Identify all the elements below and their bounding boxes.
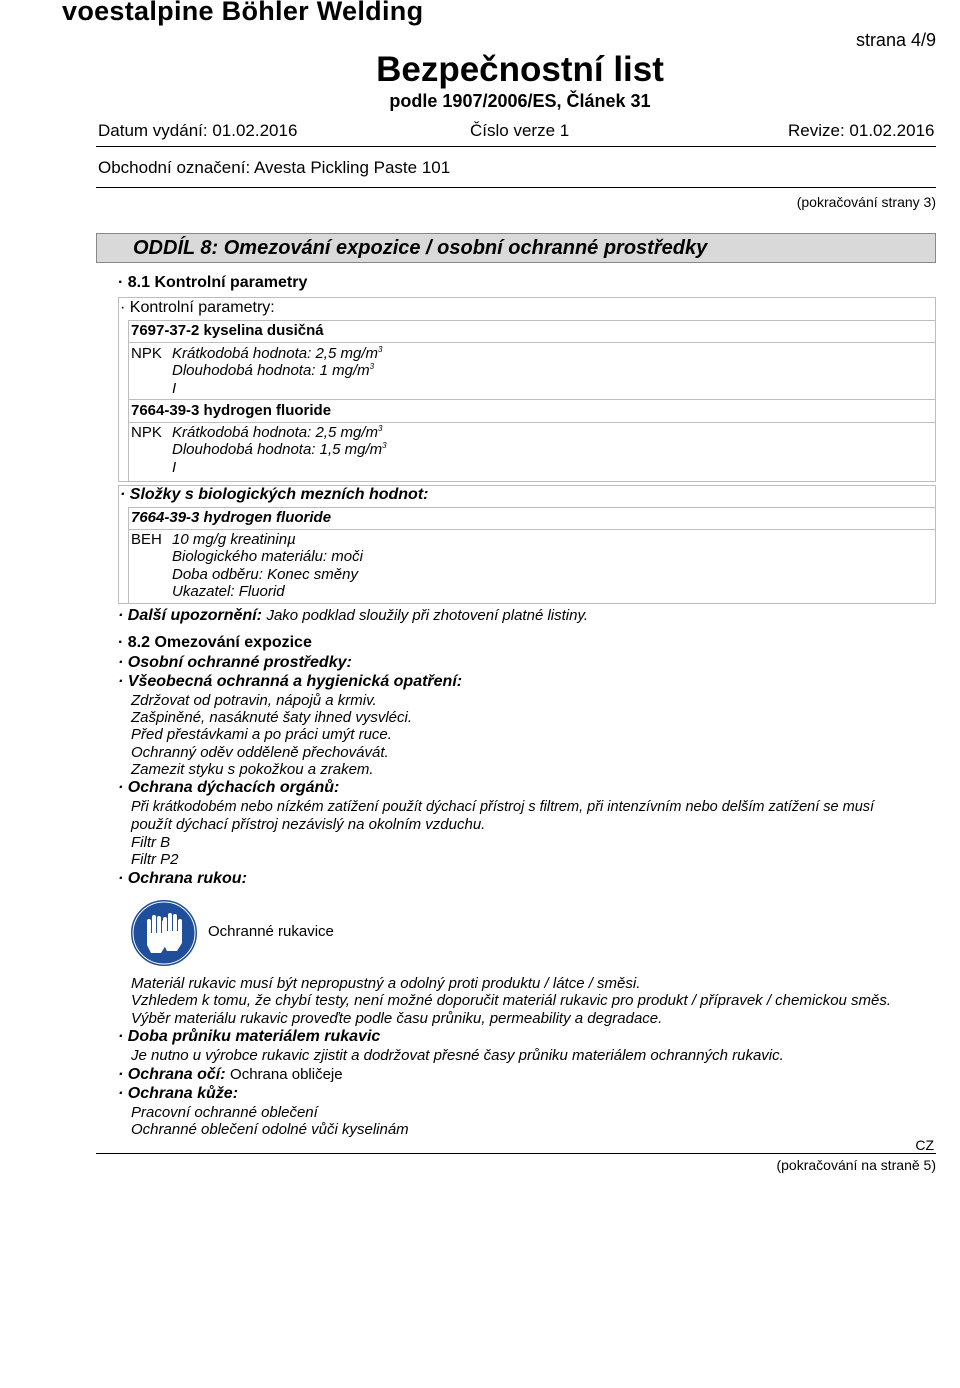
bio-code: BEH <box>131 531 162 548</box>
penetration-text: Je nutno u výrobce rukavic zjistit a dodržovat přesné časy průniku materiálem ochranných rukavic. <box>131 1047 784 1064</box>
bio-limits-heading: · Složky s biologických mezních hodnot: <box>120 486 429 503</box>
substance-2-name: 7664-39-3 hydrogen fluoride <box>131 402 332 419</box>
respiratory-text: Při krátkodobém nebo nízkém zatížení použít dýchací přístroj s filtrem, při intenzívním nebo delším zatížení se musí <box>131 799 875 815</box>
substance-1-long-term: Dlouhodobá hodnota: 1 $mg/m^3$ <box>172 362 375 379</box>
control-params-heading: · Kontrolní parametry: <box>120 299 275 316</box>
substance-2-short-term: Krátkodobá hodnota: 2,5 $mg/m^3$ <box>172 424 383 441</box>
protective-gloves-icon <box>128 897 200 969</box>
subsection-8-2-heading: · 8.2 Omezování expozice <box>118 634 312 651</box>
header-divider <box>96 146 936 147</box>
skin-protection-text: Pracovní ochranné oblečení <box>131 1104 318 1121</box>
eye-protection: · Ochrana očí: Ochrana obličeje <box>118 1066 343 1083</box>
bio-material: Biologického materiálu: moči <box>172 548 363 565</box>
document-subtitle: podle 1907/2006/ES, Článek 31 <box>389 91 651 111</box>
hygiene-item: Před přestávkami a po práci umýt ruce. <box>131 726 392 743</box>
filter-p2: Filtr P2 <box>131 851 179 868</box>
skin-protection-text: Ochranné oblečení odolné vůči kyselinám <box>131 1121 409 1138</box>
continued-from: (pokračování strany 3) <box>796 194 936 210</box>
hygiene-item: Zašpiněné, nasáknuté šaty ihned vysvléci. <box>131 709 412 726</box>
bio-indicator: Ukazatel: Fluorid <box>172 583 285 600</box>
glove-text: Vzhledem k tomu, že chybí testy, není možné doporučit materiál rukavic pro produkt / přípravek / chemickou směs. <box>131 992 892 1009</box>
substance-1-code: NPK <box>131 345 162 362</box>
hygiene-item: Ochranný oděv odděleně přechovávát. <box>131 744 389 761</box>
revision-date: Revize: 01.02.2016 <box>788 121 935 140</box>
substance-2-code: NPK <box>131 424 162 441</box>
substance-2-long-term: Dlouhodobá hodnota: 1,5 $mg/m^3$ <box>172 441 387 458</box>
filter-b: Filtr B <box>131 834 171 851</box>
bio-substance-name: 7664-39-3 hydrogen fluoride <box>131 509 332 526</box>
gloves-label: Ochranné rukavice <box>208 923 334 940</box>
bio-sampling-time: Doba odběru: Konec směny <box>172 566 358 583</box>
trade-divider <box>96 187 936 188</box>
trade-name: Obchodní označení: Avesta Pickling Paste 101 <box>98 158 451 177</box>
hygiene-item: Zamezit styku s pokožkou a zrakem. <box>131 761 374 778</box>
glove-text: Materiál rukavic musí být nepropustný a odolný proti produktu / látce / směsi. <box>131 975 641 992</box>
penetration-heading: · Doba průniku materiálem rukavic <box>118 1028 381 1045</box>
substance-2-note: I <box>172 459 177 476</box>
hand-protection-heading: · Ochrana rukou: <box>118 870 247 887</box>
respiratory-text: použít dýchací přístroj nezávislý na okolním vzduchu. <box>131 816 486 833</box>
respiratory-heading: · Ochrana dýchacích orgánů: <box>118 779 340 796</box>
substance-1-note: I <box>172 380 177 397</box>
brand-logo-text: voestalpine Böhler Welding <box>62 0 424 26</box>
ppe-heading: · Osobní ochranné prostředky: <box>118 654 352 671</box>
issue-date: Datum vydání: 01.02.2016 <box>98 121 298 140</box>
substance-1-name: 7697-37-2 kyselina dusičná <box>131 322 324 339</box>
section-header <box>96 233 936 263</box>
subsection-8-1-heading: · 8.1 Kontrolní parametry <box>118 274 308 291</box>
bio-value: 10 mg/g kreatininµ <box>172 531 296 548</box>
version-number: Číslo verze 1 <box>470 121 570 140</box>
continued-to: (pokračování na straně 5) <box>776 1157 936 1173</box>
footer-divider <box>96 1153 936 1154</box>
hygiene-heading: · Všeobecná ochranná a hygienická opatření: <box>118 673 463 690</box>
document-title: Bezpečnostní list <box>376 50 664 89</box>
hygiene-item: Zdržovat od potravin, nápojů a krmiv. <box>131 692 377 709</box>
language-code: CZ <box>915 1137 934 1153</box>
section-title: ODDÍL 8: Omezování expozice / osobní ochranné prostředky <box>133 237 708 259</box>
skin-protection-heading: · Ochrana kůže: <box>118 1085 239 1102</box>
glove-text: Výběr materiálu rukavic proveďte podle času průniku, permeability a degradace. <box>131 1010 663 1027</box>
page-number: strana 4/9 <box>855 30 936 50</box>
further-notes: · Další upozornění: Jako podklad sloužily při zhotovení platné listiny. <box>118 607 589 624</box>
substance-1-short-term: Krátkodobá hodnota: 2,5 $mg/m^3$ <box>172 345 383 362</box>
